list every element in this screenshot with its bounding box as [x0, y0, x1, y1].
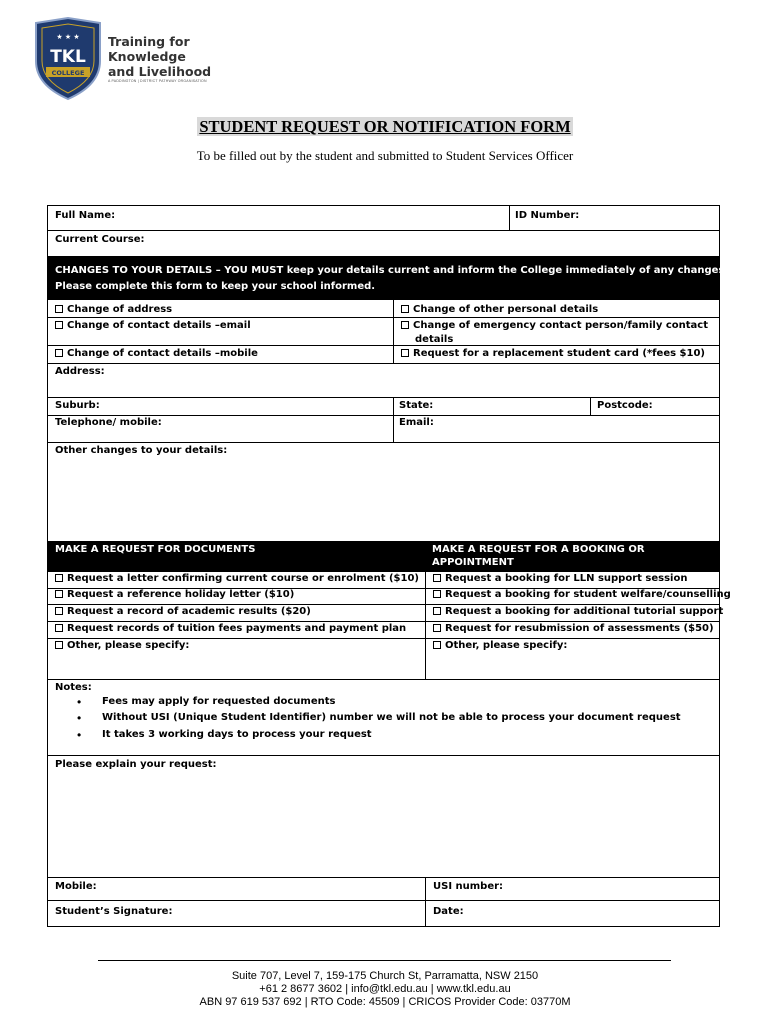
brand-line: Training for: [108, 34, 190, 49]
note-item: It takes 3 working days to process your request: [102, 729, 372, 740]
shield-sub-text: COLLEGE: [51, 69, 85, 77]
footer-address: Suite 707, Level 7, 159-175 Church St, Parramatta, NSW 2150: [231, 970, 539, 982]
change-address-option[interactable]: [55, 303, 172, 317]
bullet-icon: •: [77, 728, 82, 742]
email-label: Email:: [399, 417, 434, 428]
booking-option-lln[interactable]: [433, 572, 687, 586]
checkbox[interactable]: [55, 590, 63, 598]
form-title-text: STUDENT REQUEST OR NOTIFICATION FORM: [199, 117, 571, 136]
checkbox[interactable]: [433, 590, 441, 598]
option-label: Change of emergency contact person/family contact: [413, 320, 708, 331]
replacement-card-option[interactable]: [401, 347, 705, 361]
other-changes-label: Other changes to your details:: [55, 445, 228, 456]
suburb-label: Suburb:: [55, 400, 100, 411]
brand-line: and Livelihood: [108, 64, 212, 79]
date-label: Date:: [433, 906, 464, 917]
option-label: Request a record of academic results ($20): [67, 606, 311, 617]
requests-header: [48, 541, 719, 572]
change-personal-option[interactable]: [401, 303, 598, 317]
changes-header-line1: CHANGES TO YOUR DETAILS – YOU MUST keep your details current and inform the College immediately of any changes.: [55, 265, 729, 276]
full-name-label: Full Name:: [55, 210, 116, 221]
checkbox[interactable]: [433, 607, 441, 615]
postcode-label: Postcode:: [597, 400, 653, 411]
option-label: Request a reference holiday letter ($10): [67, 589, 295, 600]
checkbox[interactable]: [401, 321, 409, 329]
form-subtitle: To be filled out by the student and submitted to Student Services Officer: [196, 148, 574, 163]
booking-option-other[interactable]: [433, 639, 567, 653]
checkbox[interactable]: [55, 624, 63, 632]
shield-icon: [32, 17, 104, 101]
changes-header-line2: Please complete this form to keep your school informed.: [55, 281, 376, 292]
option-label: Request a booking for LLN support session: [445, 573, 688, 584]
option-label: Change of contact details –mobile: [67, 348, 258, 359]
mobile-label: Mobile:: [55, 881, 97, 892]
usi-number-label: USI number:: [433, 881, 504, 892]
option-label: Other, please specify:: [445, 640, 568, 651]
doc-option-academic-results[interactable]: [55, 605, 311, 619]
checkbox[interactable]: [55, 574, 63, 582]
doc-option-other[interactable]: [55, 639, 189, 653]
option-label: Request a letter confirming current course or enrolment ($10): [67, 573, 419, 584]
change-emergency-option-cont: details: [415, 334, 454, 345]
footer-divider: [98, 960, 671, 961]
note-item: Fees may apply for requested documents: [102, 696, 336, 707]
booking-header-line2: APPOINTMENT: [432, 557, 514, 568]
change-emergency-option[interactable]: [401, 319, 708, 333]
changes-header: [48, 256, 729, 300]
footer-codes: ABN 97 619 537 692 | RTO Code: 45509 | CRICOS Provider Code: 03770M: [199, 996, 571, 1008]
checkbox[interactable]: [433, 574, 441, 582]
doc-option-holiday-letter[interactable]: [55, 588, 294, 602]
booking-option-welfare[interactable]: [433, 588, 731, 602]
checkbox[interactable]: [433, 624, 441, 632]
checkbox[interactable]: [55, 305, 63, 313]
change-email-option[interactable]: [55, 319, 251, 333]
option-label: Change of address: [67, 304, 173, 315]
bullet-icon: •: [77, 711, 82, 725]
doc-option-enrolment-letter[interactable]: [55, 572, 419, 586]
notes-label: Notes:: [55, 682, 92, 693]
booking-option-tutorial[interactable]: [433, 605, 723, 619]
booking-option-resubmission[interactable]: [433, 622, 714, 636]
checkbox[interactable]: [55, 349, 63, 357]
footer-contact: +61 2 8677 3602 | info@tkl.edu.au | www.tkl.edu.au: [259, 983, 511, 995]
request-form: [47, 205, 731, 927]
option-label: Other, please specify:: [67, 640, 190, 651]
bullet-icon: •: [77, 695, 82, 709]
state-label: State:: [399, 400, 434, 411]
please-explain-label: Please explain your request:: [55, 759, 217, 770]
shield-text: TKL: [50, 47, 86, 67]
form-title: [0, 117, 770, 137]
option-label: Change of other personal details: [413, 304, 599, 315]
checkbox[interactable]: [401, 305, 409, 313]
option-label: Change of contact details –email: [67, 320, 251, 331]
doc-option-tuition-records[interactable]: [55, 622, 406, 636]
checkbox[interactable]: [55, 641, 63, 649]
option-label: Request a booking for additional tutorial support: [445, 606, 724, 617]
note-item: Without USI (Unique Student Identifier) number we will not be able to process your document request: [102, 712, 681, 723]
current-course-label: Current Course:: [55, 234, 145, 245]
documents-header: MAKE A REQUEST FOR DOCUMENTS: [55, 544, 256, 555]
id-number-label: ID Number:: [515, 210, 580, 221]
option-label: Request a booking for student welfare/counselling: [445, 589, 731, 600]
svg-text:★ ★ ★: ★ ★ ★: [56, 33, 80, 41]
booking-header-line1: MAKE A REQUEST FOR A BOOKING OR: [432, 544, 645, 555]
checkbox[interactable]: [433, 641, 441, 649]
option-label: Request for a replacement student card (*fees $10): [413, 348, 705, 359]
signature-label: Student’s Signature:: [55, 906, 173, 917]
checkbox[interactable]: [55, 607, 63, 615]
brand-subline: A PADDINGTON | DISTRICT PATHWAY ORGANISATION: [108, 79, 207, 83]
checkbox[interactable]: [55, 321, 63, 329]
option-label: Request records of tuition fees payments and payment plan: [67, 623, 407, 634]
brand-line: Knowledge: [108, 49, 186, 64]
address-label: Address:: [55, 366, 105, 377]
checkbox[interactable]: [401, 349, 409, 357]
option-label: Request for resubmission of assessments ($50): [445, 623, 714, 634]
telephone-label: Telephone/ mobile:: [55, 417, 162, 428]
change-mobile-option[interactable]: [55, 347, 258, 361]
brand-name: [108, 34, 211, 79]
